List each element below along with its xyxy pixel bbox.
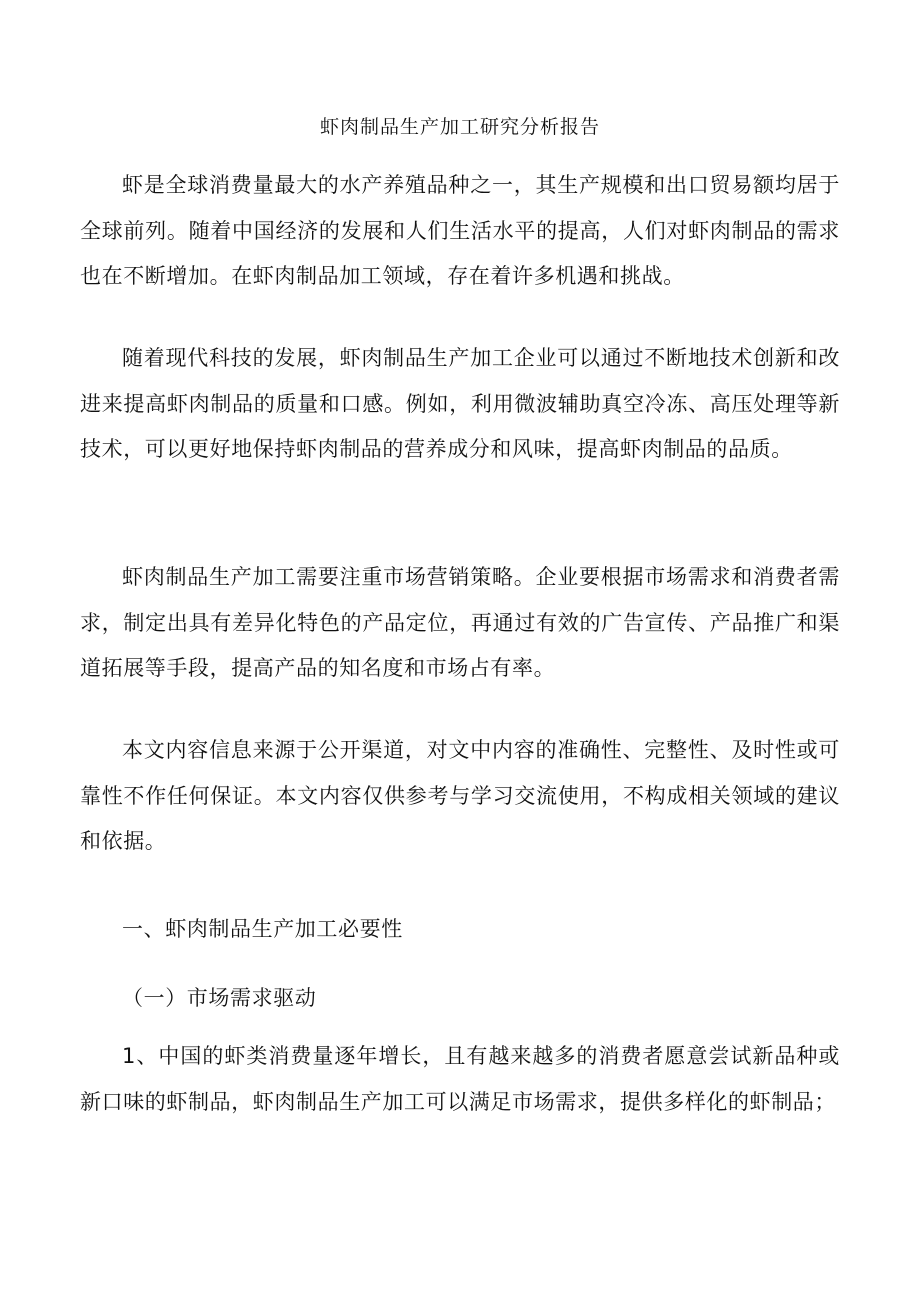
list-item: 1、中国的虾类消费量逐年增长，且有越来越多的消费者愿意尝试新品种或新口味的虾制品，虾肉制品生产加工可以满足市场需求，提供多样化的虾制品；: [80, 1044, 840, 1114]
marketing-paragraph: 虾肉制品生产加工需要注重市场营销策略。企业要根据市场需求和消费者需求，制定出具有差异化特色的产品定位，再通过有效的广告宣传、产品推广和渠道拓展等手段，提高产品的知名度和市场占有率。: [80, 565, 840, 680]
disclaimer-paragraph: 本文内容信息来源于公开渠道，对文中内容的准确性、完整性、及时性或可靠性不作任何保证。本文内容仅供参考与学习交流使用，不构成相关领域的建议和依据。: [80, 738, 840, 853]
technology-paragraph: 随着现代科技的发展，虾肉制品生产加工企业可以通过不断地技术创新和改进来提高虾肉制品的质量和口感。例如，利用微波辅助真空冷冻、高压处理等新技术，可以更好地保持虾肉制品的营养成分和风味，提高虾肉制品的品质。: [80, 346, 840, 461]
subsection-heading: （一）市场需求驱动: [122, 986, 317, 1010]
document-title: 虾肉制品生产加工研究分析报告: [319, 116, 600, 138]
section-heading: 一、虾肉制品生产加工必要性: [122, 917, 403, 941]
intro-paragraph: 虾是全球消费量最大的水产养殖品种之一，其生产规模和出口贸易额均居于全球前列。随着中国经济的发展和人们生活水平的提高，人们对虾肉制品的需求也在不断增加。在虾肉制品加工领域，存在着许多机遇和挑战。: [80, 173, 840, 288]
